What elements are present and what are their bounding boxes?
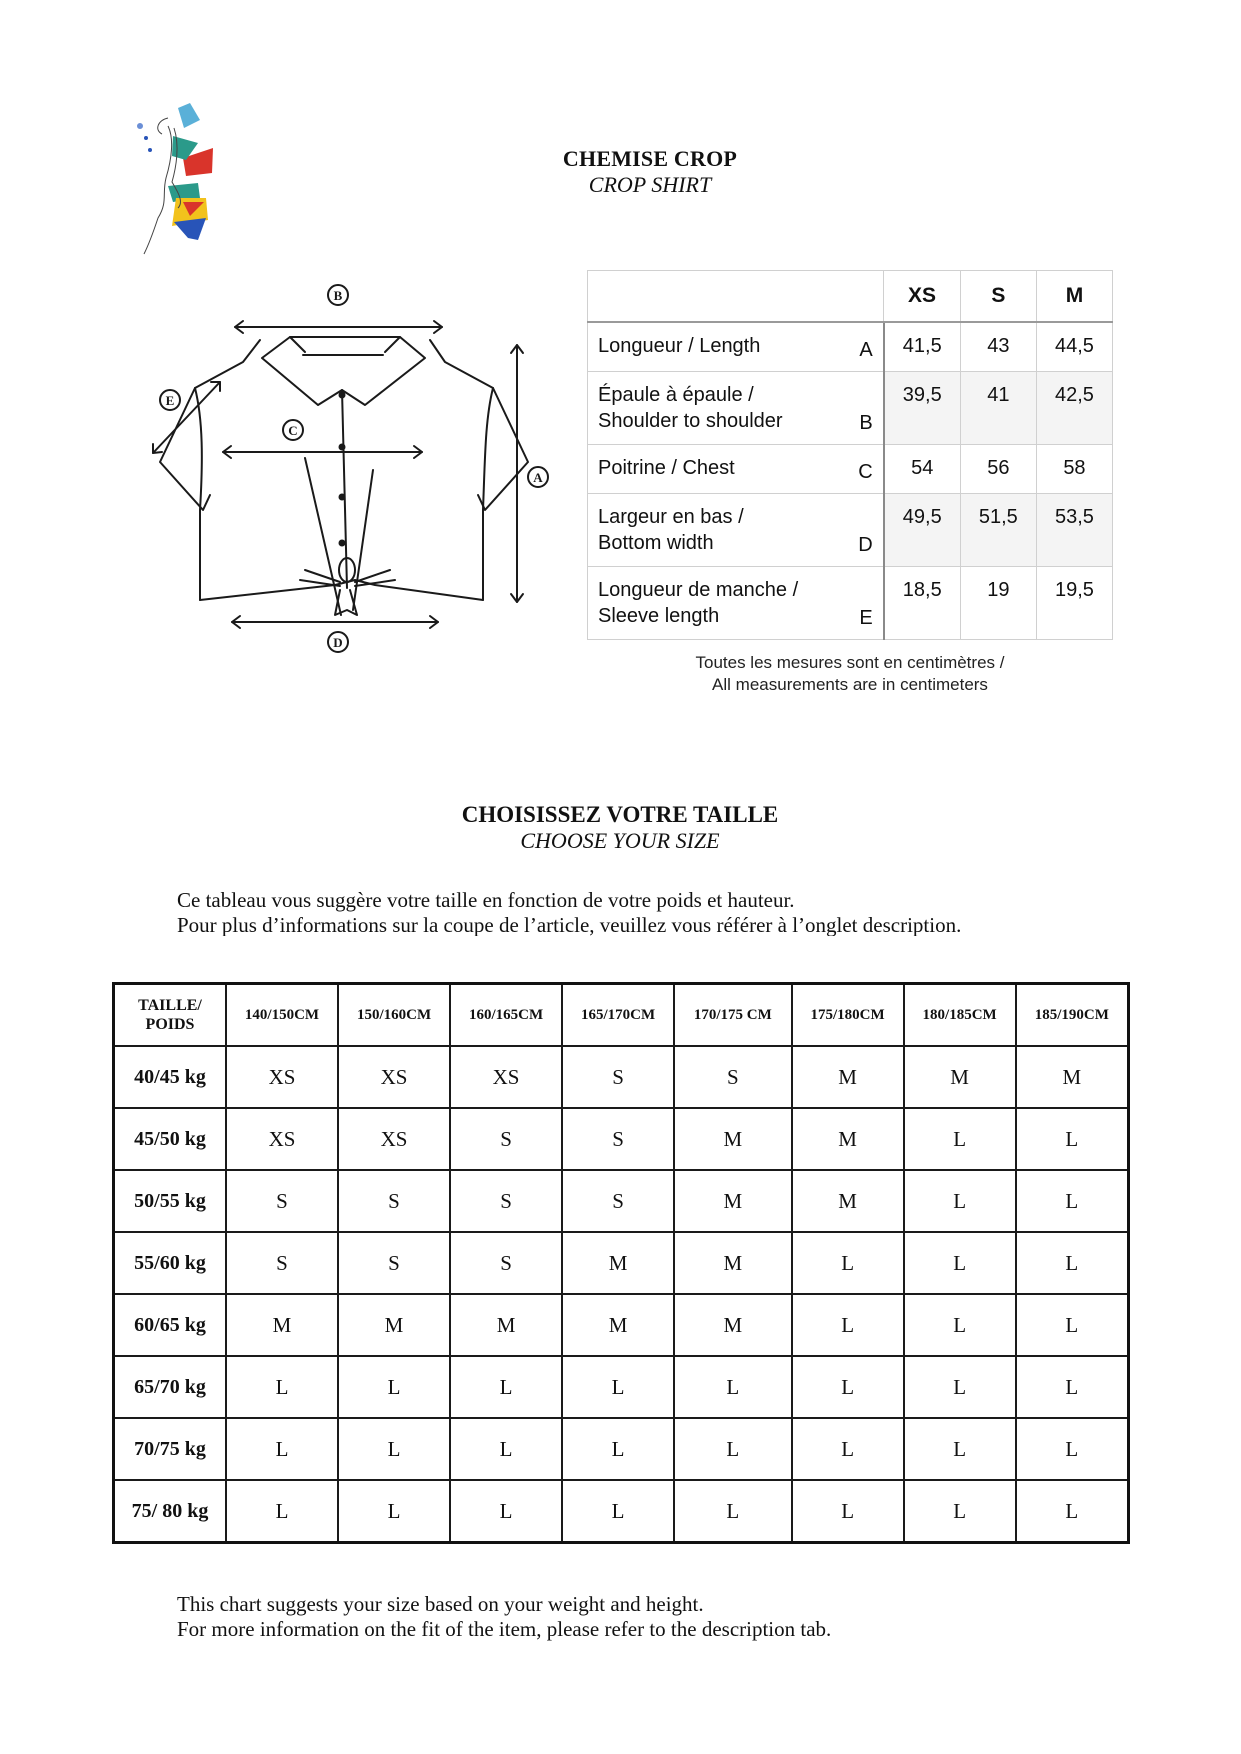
size-cell: L [792, 1418, 904, 1480]
arrow-d [232, 616, 438, 628]
label-c-icon [283, 420, 303, 440]
size-cell: L [1016, 1108, 1129, 1170]
measurement-value: 56 [960, 445, 1036, 494]
size-cell: L [904, 1232, 1016, 1294]
measurement-label-text: Poitrine / Chest [598, 457, 735, 479]
measurement-row-sleeve [588, 567, 1113, 640]
size-cell: S [338, 1170, 450, 1232]
arrow-b [235, 321, 442, 333]
size-guide-intro [177, 888, 1157, 936]
height-header: 150/160CM [338, 984, 450, 1047]
intro-line: Pour plus d’informations sur la coupe de l’article, veuillez vous référer à l’onglet description. [177, 913, 962, 936]
measurement-value: 42,5 [1036, 372, 1112, 445]
size-cell: M [1016, 1046, 1129, 1108]
measurement-label-line2: Shoulder to shoulder [598, 410, 783, 432]
outro-line: For more information on the fit of the item, please refer to the description tab. [177, 1617, 832, 1641]
size-cell: L [450, 1418, 562, 1480]
size-cell: L [450, 1480, 562, 1543]
measurement-label [588, 372, 884, 445]
size-cell: S [450, 1108, 562, 1170]
size-row [114, 1294, 1129, 1356]
height-header: 165/170CM [562, 984, 674, 1047]
size-cell: L [450, 1356, 562, 1418]
size-cell: S [562, 1046, 674, 1108]
corner-header-line2: POIDS [145, 1016, 195, 1033]
size-cell: L [562, 1480, 674, 1543]
size-cell: S [562, 1108, 674, 1170]
size-cell: M [226, 1294, 338, 1356]
size-cell: XS [226, 1108, 338, 1170]
size-guide-title-en: CHOOSE YOUR SIZE [520, 828, 720, 853]
measurement-label [588, 494, 884, 567]
size-cell: S [338, 1232, 450, 1294]
measurement-letter: C [858, 461, 873, 483]
shirt-outline [160, 337, 528, 615]
measurement-letter: E [859, 607, 873, 629]
size-cell: XS [338, 1108, 450, 1170]
size-cell: L [1016, 1356, 1129, 1418]
size-cell: XS [450, 1046, 562, 1108]
measurement-value: 58 [1036, 445, 1112, 494]
size-cell: S [226, 1232, 338, 1294]
size-cell: M [904, 1046, 1016, 1108]
size-cell: L [226, 1356, 338, 1418]
arrow-c [223, 446, 422, 458]
outro-line: This chart suggests your size based on your weight and height. [177, 1592, 704, 1616]
size-cell: L [674, 1418, 792, 1480]
measurement-value: 43 [960, 322, 1036, 372]
size-cell: L [674, 1480, 792, 1543]
svg-text:C: C [288, 423, 298, 438]
weight-label: 60/65 kg [114, 1294, 227, 1356]
size-cell: L [792, 1356, 904, 1418]
height-header: 180/185CM [904, 984, 1016, 1047]
brand-logo-illustration [128, 98, 218, 258]
size-cell: L [226, 1480, 338, 1543]
svg-text:B: B [333, 288, 343, 303]
measurement-value: 54 [884, 445, 961, 494]
size-cell: M [562, 1294, 674, 1356]
measurement-value: 18,5 [884, 567, 961, 640]
measurement-letter: D [858, 534, 873, 556]
measurements-header-row [588, 271, 1113, 323]
measurement-row-length [588, 322, 1113, 372]
size-cell: M [792, 1046, 904, 1108]
size-cell: L [1016, 1170, 1129, 1232]
size-cell: M [674, 1232, 792, 1294]
product-title-en: CROP SHIRT [588, 172, 712, 197]
size-cell: S [450, 1170, 562, 1232]
measurement-row-bottom-width [588, 494, 1113, 567]
height-header: 170/175 CM [674, 984, 792, 1047]
weight-label: 75/ 80 kg [114, 1480, 227, 1543]
size-cell: XS [226, 1046, 338, 1108]
size-cell: L [562, 1418, 674, 1480]
height-header: 160/165CM [450, 984, 562, 1047]
measurement-label-line2: Sleeve length [598, 605, 720, 627]
measurements-note-fr: Toutes les mesures sont en centimètres / [695, 653, 1005, 672]
weight-label: 55/60 kg [114, 1232, 227, 1294]
weight-label: 40/45 kg [114, 1046, 227, 1108]
measurement-value: 53,5 [1036, 494, 1112, 567]
size-cell: L [792, 1232, 904, 1294]
size-cell: L [792, 1480, 904, 1543]
size-header: M [1036, 271, 1112, 323]
size-guide-title-fr: CHOISISSEZ VOTRE TAILLE [461, 802, 779, 827]
weight-label: 45/50 kg [114, 1108, 227, 1170]
measurement-label-line1: Longueur de manche / [598, 579, 799, 601]
size-cell: L [904, 1108, 1016, 1170]
size-cell: L [1016, 1480, 1129, 1543]
measurement-value: 19,5 [1036, 567, 1112, 640]
svg-text:D: D [333, 635, 343, 650]
size-row [114, 1170, 1129, 1232]
size-header: XS [884, 271, 961, 323]
size-cell: M [792, 1108, 904, 1170]
size-cell: M [674, 1294, 792, 1356]
height-header: 175/180CM [792, 984, 904, 1047]
garment-measurements-table [587, 270, 1113, 640]
measurement-label-line2: Bottom width [598, 532, 714, 554]
shirt-measurement-diagram [135, 270, 575, 670]
measurement-label-line1: Épaule à épaule / [598, 384, 754, 406]
size-cell: M [562, 1232, 674, 1294]
size-cell: L [904, 1170, 1016, 1232]
measurement-letter: B [859, 412, 873, 434]
svg-text:A: A [533, 470, 543, 485]
size-cell: M [674, 1170, 792, 1232]
size-header: S [960, 271, 1036, 323]
size-cell: M [450, 1294, 562, 1356]
size-cell: L [904, 1480, 1016, 1543]
size-row [114, 1480, 1129, 1543]
corner-header-line1: TAILLE/ [138, 997, 202, 1014]
measurement-value: 41,5 [884, 322, 961, 372]
weight-label: 65/70 kg [114, 1356, 227, 1418]
size-guide-outro [177, 1592, 1157, 1642]
svg-text:E: E [165, 393, 175, 408]
size-cell: S [674, 1046, 792, 1108]
measurement-row-chest [588, 445, 1113, 494]
size-guide-title-block [350, 802, 890, 854]
size-cell: L [904, 1418, 1016, 1480]
label-e-icon [160, 390, 180, 410]
size-cell: S [562, 1170, 674, 1232]
size-cell: M [338, 1294, 450, 1356]
product-title-fr: CHEMISE CROP [562, 146, 738, 171]
size-cell: XS [338, 1046, 450, 1108]
size-cell: S [450, 1232, 562, 1294]
measurement-value: 44,5 [1036, 322, 1112, 372]
measurement-label [588, 322, 884, 372]
size-cell: L [674, 1356, 792, 1418]
size-recommendation-table [112, 982, 1130, 1544]
product-title-block [480, 146, 820, 198]
measurements-note-en: All measurements are in centimeters [712, 675, 988, 694]
measurement-value: 51,5 [960, 494, 1036, 567]
height-header-row [114, 984, 1129, 1047]
size-cell: L [338, 1356, 450, 1418]
measurement-label [588, 567, 884, 640]
size-cell: L [904, 1356, 1016, 1418]
measurement-value: 41 [960, 372, 1036, 445]
size-cell: L [904, 1294, 1016, 1356]
size-row [114, 1418, 1129, 1480]
size-cell: L [1016, 1232, 1129, 1294]
size-row [114, 1108, 1129, 1170]
label-d-icon [328, 632, 348, 652]
weight-label: 50/55 kg [114, 1170, 227, 1232]
size-row [114, 1356, 1129, 1418]
size-cell: M [792, 1170, 904, 1232]
measurement-value: 49,5 [884, 494, 961, 567]
measurements-note [587, 652, 1113, 696]
height-header: 185/190CM [1016, 984, 1129, 1047]
size-cell: M [674, 1108, 792, 1170]
label-a-icon [528, 467, 548, 487]
measurement-letter: A [859, 339, 873, 361]
label-b-icon [328, 285, 348, 305]
intro-line: Ce tableau vous suggère votre taille en fonction de votre poids et hauteur. [177, 888, 795, 912]
measurement-value: 39,5 [884, 372, 961, 445]
size-cell: L [1016, 1294, 1129, 1356]
size-cell: L [338, 1480, 450, 1543]
measurement-label [588, 445, 884, 494]
measurement-value: 19 [960, 567, 1036, 640]
measurement-label-text: Longueur / Length [598, 335, 761, 357]
size-cell: L [1016, 1418, 1129, 1480]
size-cell: L [562, 1356, 674, 1418]
size-row [114, 1232, 1129, 1294]
size-cell: L [792, 1294, 904, 1356]
size-row [114, 1046, 1129, 1108]
size-cell: L [226, 1418, 338, 1480]
height-header: 140/150CM [226, 984, 338, 1047]
measurement-label-line1: Largeur en bas / [598, 506, 744, 528]
measurements-header-blank [588, 271, 884, 323]
size-cell: S [226, 1170, 338, 1232]
weight-label: 70/75 kg [114, 1418, 227, 1480]
corner-header [114, 984, 227, 1047]
measurement-row-shoulder [588, 372, 1113, 445]
size-cell: L [338, 1418, 450, 1480]
